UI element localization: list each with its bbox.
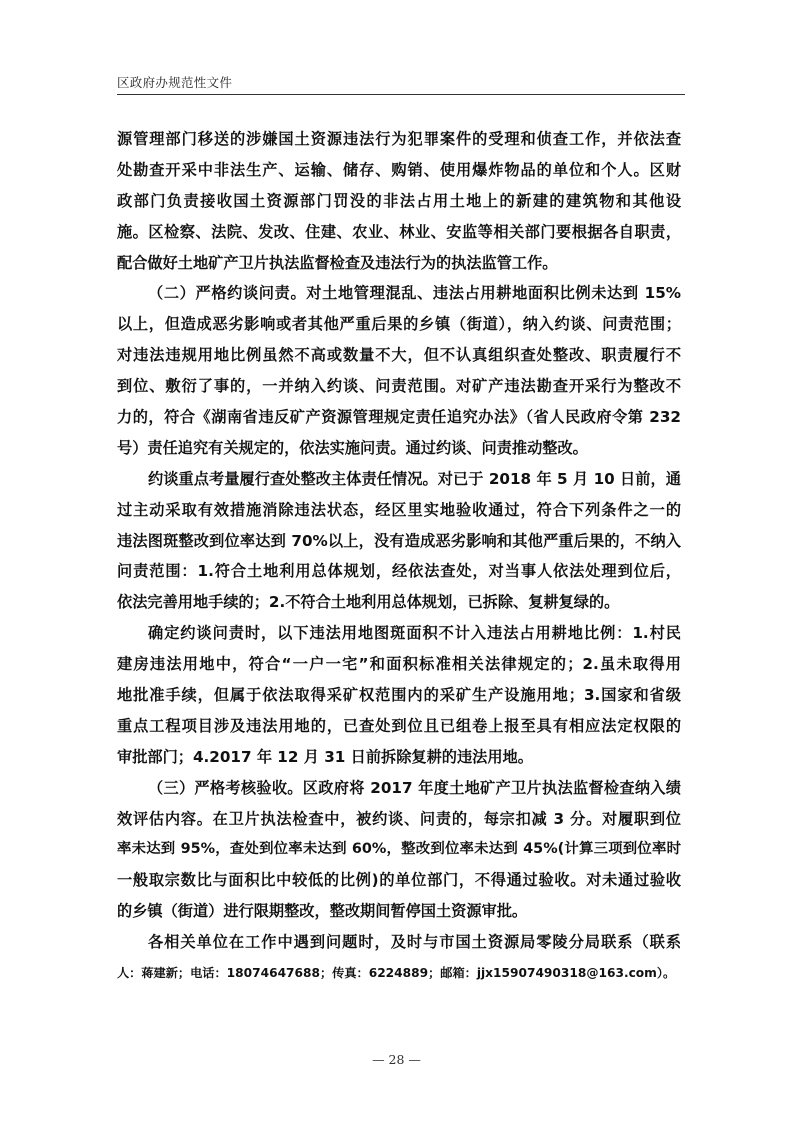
text-line: 政部门负责接收国土资源部门罚没的非法占用土地上的新建的建筑物和其他设: [117, 191, 681, 210]
text-line: 配合做好土地矿产卫片执法监督检查及违法行为的执法监管工作。: [117, 253, 558, 272]
text-line: 地批准手续，但属于依法取得采矿权范围内的采矿生产设施用地；3.国家和省级: [117, 686, 681, 705]
text-line: 的乡镇（街道）进行限期整改，整改期间暂停国土资源审批。: [117, 902, 528, 921]
header-divider: [117, 94, 685, 95]
running-header: 区政府办规范性文件: [117, 75, 233, 90]
text-line: 以上，但造成恶劣影响或者其他严重后果的乡镇（街道），纳入约谈、问责范围；: [117, 315, 681, 334]
contact-line: 人：蒋建新；电话：18074647688；传真：6224889；邮箱：jjx15907490318@163.com）。: [117, 966, 676, 981]
text-line: 审批部门；4.2017 年 12 月 31 日前拆除复耕的违法用地。: [117, 747, 533, 766]
text-line: 问责范围：1.符合土地利用总体规划，经依法查处，对当事人依法处理到位后，: [117, 562, 681, 581]
text-line: 约谈重点考量履行查处整改主体责任情况。对已于 2018 年 5 月 10 日前，通: [148, 469, 681, 488]
text-line: 过主动采取有效措施消除违法状态，经区里实地验收通过，符合下列条件之一的: [117, 500, 681, 519]
text-line: 效评估内容。在卫片执法检查中，被约谈、问责的，每宗扣减 3 分。对履职到位: [117, 809, 681, 828]
document-body: [117, 124, 681, 989]
text-line: 率未达到 95%，查处到位率未达到 60%，整改到位率未达到 45%(计算三项到位率时: [117, 841, 681, 858]
text-line: 施。区检察、法院、发改、住建、农业、林业、安监等相关部门要根据各自职责，: [117, 222, 681, 241]
text-line: 建房违法用地中，符合“一户一宅”和面积标准相关法律规定的；2.虽未取得用: [117, 655, 681, 674]
text-line: 到位、敷衍了事的，一并纳入约谈、问责范围。对矿产违法勘查开采行为整改不: [117, 377, 681, 396]
text-line: 违法图斑整改到位率达到 70%以上，没有造成恶劣影响和其他严重后果的，不纳入: [117, 531, 681, 550]
text-line: 一般取宗数比与面积比中较低的比例)的单位部门，不得通过验收。对未通过验收: [117, 871, 681, 890]
text-line: 号）责任追究有关规定的，依法实施问责。通过约谈、问责推动整改。: [117, 438, 588, 457]
section-heading-line: （二）严格约谈问责。对土地管理混乱、违法占用耕地面积比例未达到 15%: [148, 284, 681, 303]
page-number: — 28 —: [372, 1052, 421, 1067]
text-line: 力的，符合《湖南省违反矿产资源管理规定责任追究办法》（省人民政府令第 232: [117, 408, 681, 427]
text-line: 处勘查开采中非法生产、运输、储存、购销、使用爆炸物品的单位和个人。区财: [117, 160, 681, 179]
text-line: 各相关单位在工作中遇到问题时，及时与市国土资源局零陵分局联系（联系: [148, 933, 681, 952]
text-line: 重点工程项目涉及违法用地的，已查处到位且已组卷上报至具有相应法定权限的: [117, 716, 681, 735]
text-line: 依法完善用地手续的；2.不符合土地利用总体规划，已拆除、复耕复绿的。: [117, 593, 620, 612]
text-line: 对违法违规用地比例虽然不高或数量不大，但不认真组织查处整改、职责履行不: [117, 346, 681, 365]
text-line: 确定约谈问责时，以下违法用地图斑面积不计入违法占用耕地比例：1.村民: [148, 624, 681, 643]
text-line: 源管理部门移送的涉嫌国土资源违法行为犯罪案件的受理和侦查工作，并依法查: [117, 130, 681, 148]
section-heading-line: （三）严格考核验收。区政府将 2017 年度土地矿产卫片执法监督检查纳入绩: [148, 778, 681, 797]
